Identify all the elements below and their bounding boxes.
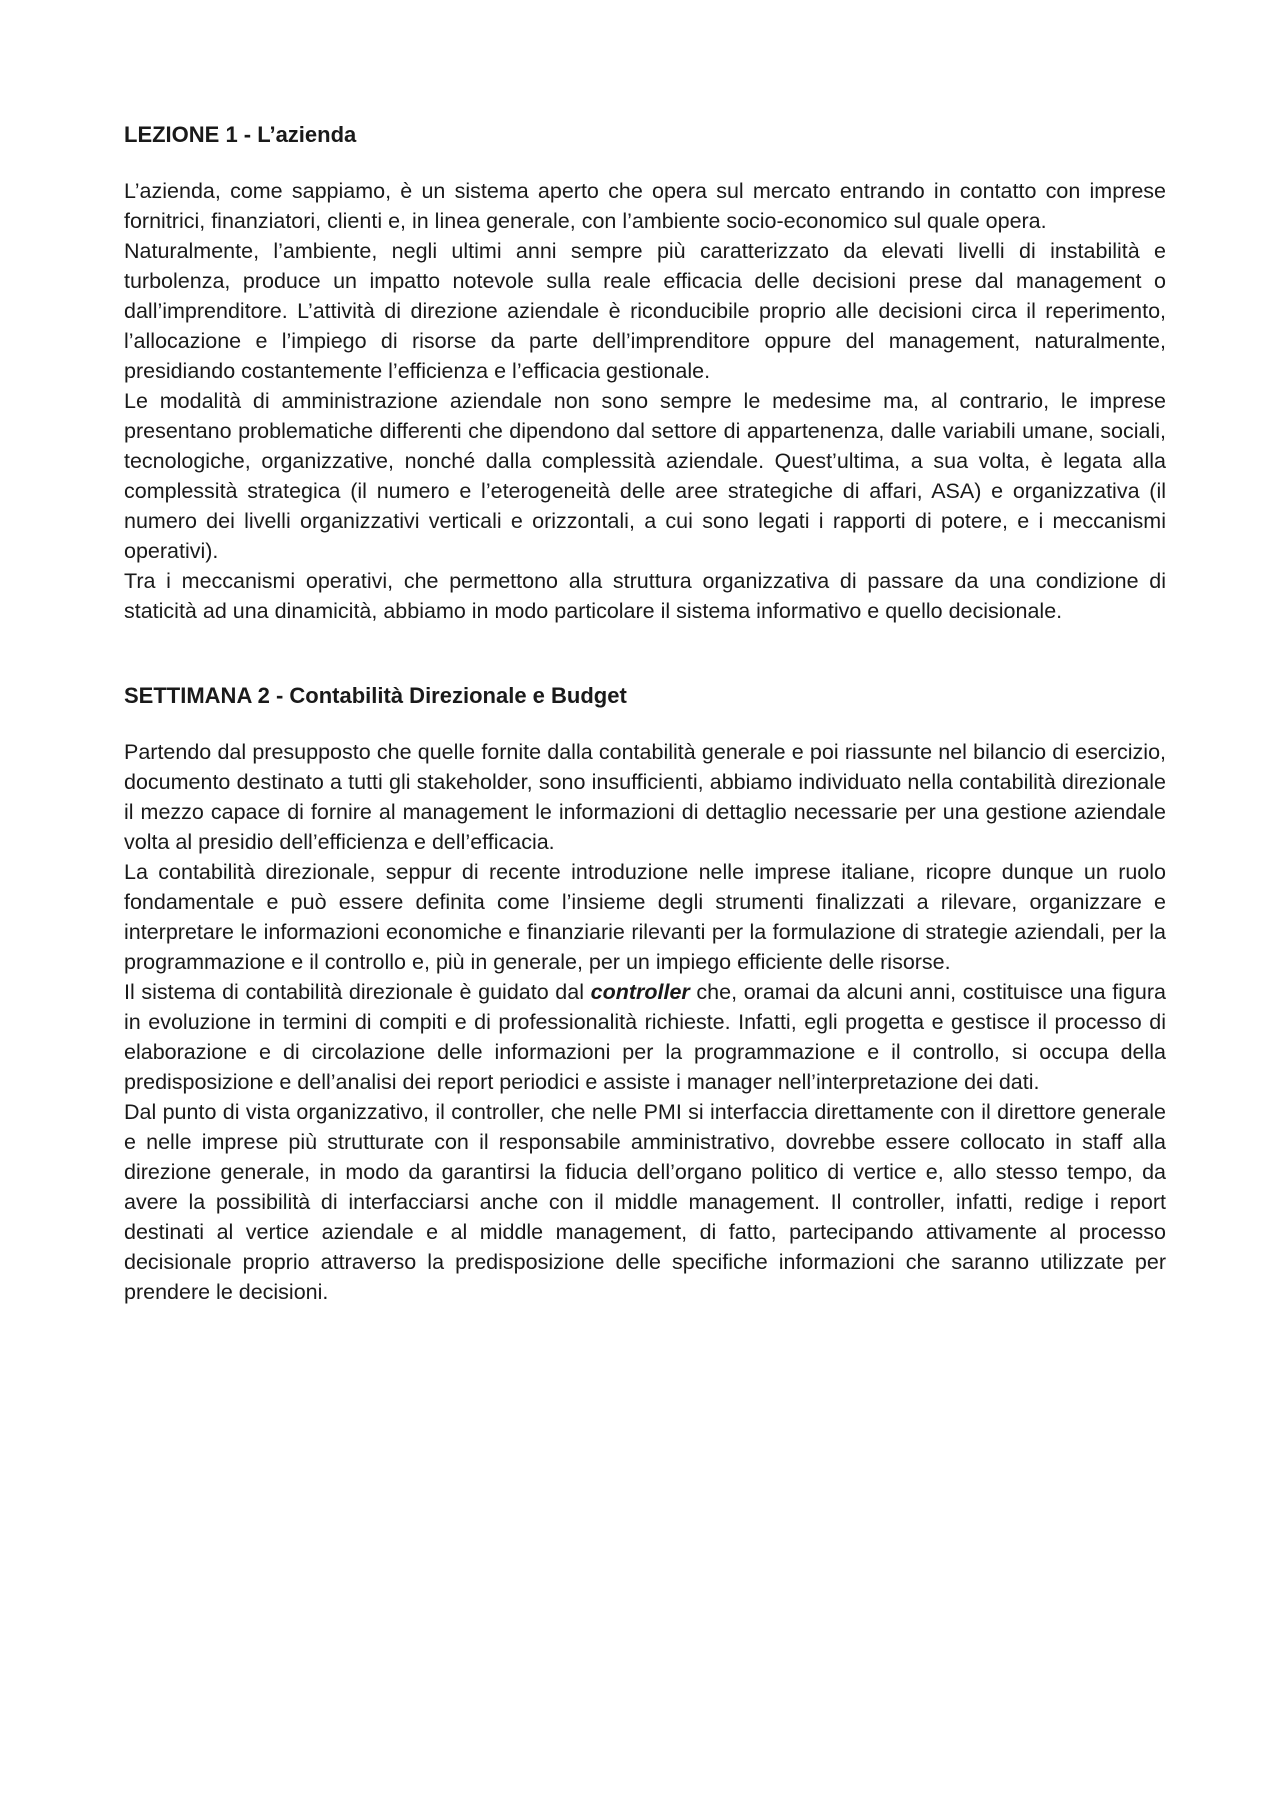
paragraph-controller — [124, 977, 1166, 1097]
text-segment: Il sistema di contabilità direzionale è guidato dal — [124, 980, 591, 1004]
paragraph: Tra i meccanismi operativi, che permettono alla struttura organizzativa di passare da una condizione di staticità ad una dinamicità, abbiamo in modo particolare il sistema informativo e quello decisionale. — [124, 569, 1166, 623]
paragraph: Naturalmente, l’ambiente, negli ultimi anni sempre più caratterizzato da elevati livelli di instabilità e turbolenza, produce un impatto notevole sulla reale efficacia delle decisioni prese dal management o dall’imprenditore. L’attività di direzione aziendale è riconducibile proprio alle decisioni circa il reperimento, l’allocazione e l’impiego di risorse da parte dell’imprenditore oppure del management, naturalmente, presidiando costantemente l’efficienza e l’efficacia gestionale. — [124, 239, 1166, 383]
document-page — [124, 120, 1166, 1307]
paragraph: L’azienda, come sappiamo, è un sistema aperto che opera sul mercato entrando in contatto con imprese fornitrici, finanziatori, clienti e, in linea generale, con l’ambiente socio-economico sul quale opera. — [124, 179, 1166, 233]
paragraph: La contabilità direzionale, seppur di recente introduzione nelle imprese italiane, ricopre dunque un ruolo fondamentale e può essere definita come l’insieme degli strumenti finalizzati a rilevare, organizzare e interpretare le informazioni economiche e finanziarie rilevanti per la formulazione di strategie aziendali, per la programmazione e il controllo e, più in generale, per un impiego efficiente delle risorse. — [124, 860, 1166, 974]
paragraph: Partendo dal presupposto che quelle fornite dalla contabilità generale e poi riassunte nel bilancio di esercizio, documento destinato a tutti gli stakeholder, sono insufficienti, abbiamo individuato nella contabilità direzionale il mezzo capace di fornire al management le informazioni di dettaglio necessarie per una gestione aziendale volta al presidio dell’efficienza e dell’efficacia. — [124, 740, 1166, 854]
section-settimana-2 — [124, 681, 1166, 1307]
text-segment: che, oramai da alcuni anni, costituisce una figura in evoluzione in termini di compiti e di professionalità richieste. Infatti, egli progetta e gestisce il processo di elaborazione e di circolazione delle informazioni per la programmazione e il controllo, si occupa della predisposizione e dell’analisi dei report periodici e assiste i manager nell’interpretazione dei dati. — [124, 980, 1166, 1094]
section-title: SETTIMANA 2 - Contabilità Direzionale e Budget — [124, 683, 627, 708]
section-lezione-1 — [124, 120, 1166, 626]
paragraph: Dal punto di vista organizzativo, il controller, che nelle PMI si interfaccia direttamente con il direttore generale e nelle imprese più strutturate con il responsabile amministrativo, dovrebbe essere collocato in staff alla direzione generale, in modo da garantirsi la fiducia dell’organo politico di vertice e, allo stesso tempo, da avere la possibilità di interfacciarsi anche con il middle management. Il controller, infatti, redige i report destinati al vertice aziendale e al middle management, di fatto, partecipando attivamente al processo decisionale proprio attraverso la predisposizione delle specifiche informazioni che saranno utilizzate per prendere le decisioni. — [124, 1100, 1166, 1304]
emphasized-term: controller — [590, 980, 690, 1004]
paragraph: Le modalità di amministrazione aziendale non sono sempre le medesime ma, al contrario, le imprese presentano problematiche differenti che dipendono dal settore di appartenenza, dalle variabili umane, sociali, tecnologiche, organizzative, nonché dalla complessità aziendale. Quest’ultima, a sua volta, è legata alla complessità strategica (il numero e l’eterogeneità delle aree strategiche di affari, ASA) e organizzativa (il numero dei livelli organizzativi verticali e orizzontali, a cui sono legati i rapporti di potere, e i meccanismi operativi). — [124, 389, 1166, 563]
section-title: LEZIONE 1 - L’azienda — [124, 122, 357, 147]
